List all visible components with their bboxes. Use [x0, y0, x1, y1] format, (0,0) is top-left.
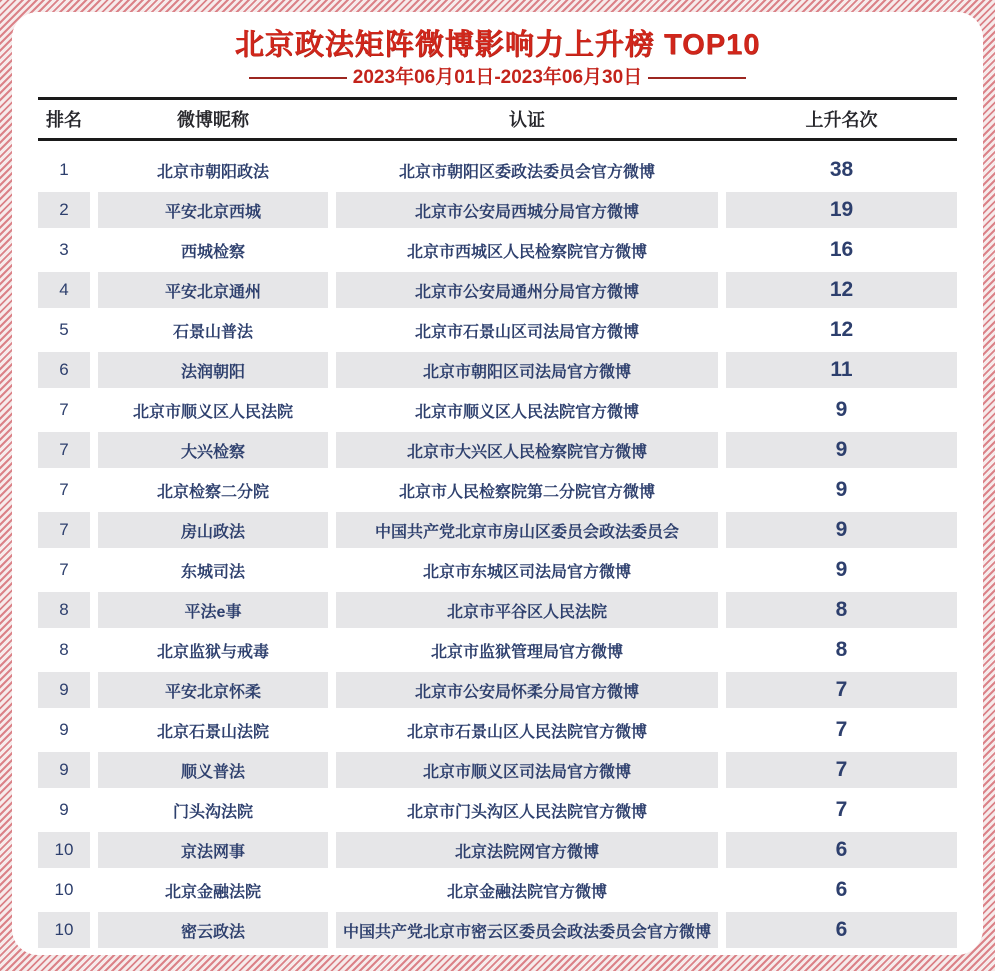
rank-cell: 8 [38, 592, 90, 628]
cert-cell: 北京市公安局西城分局官方微博 [336, 192, 718, 228]
table-row [38, 472, 957, 508]
header-cell-cert: 认证 [509, 110, 545, 130]
cert-cell: 中国共产党北京市密云区委员会政法委员会官方微博 [336, 912, 718, 948]
rise-cell: 9 [726, 512, 957, 548]
cert-cell: 北京市东城区司法局官方微博 [422, 563, 631, 581]
date-rule-right [648, 77, 746, 79]
rise-cell: 16 [829, 238, 854, 261]
cert-cell: 北京市监狱管理局官方微博 [430, 643, 623, 661]
rise-cell: 12 [829, 318, 854, 341]
nickname-cell: 北京检察二分院 [156, 483, 269, 501]
header-cell-rank: 排名 [46, 110, 82, 130]
rank-cell: 7 [59, 400, 69, 419]
table-row [38, 152, 957, 188]
table-row [38, 512, 957, 548]
rank-cell: 10 [38, 832, 90, 868]
date-range-row [12, 67, 983, 89]
rise-cell: 9 [726, 432, 957, 468]
table-row [38, 232, 957, 268]
cert-cell: 北京市顺义区司法局官方微博 [336, 752, 718, 788]
rank-cell: 7 [59, 480, 69, 499]
nickname-cell: 密云政法 [98, 912, 328, 948]
page-title: 北京政法矩阵微博影响力上升榜 TOP10 [234, 29, 761, 61]
rise-cell: 8 [726, 592, 957, 628]
cert-cell: 北京市大兴区人民检察院官方微博 [336, 432, 718, 468]
cert-cell: 北京市西城区人民检察院官方微博 [406, 243, 647, 261]
rise-cell: 12 [726, 272, 957, 308]
nickname-cell: 东城司法 [180, 563, 245, 581]
table-row [38, 872, 957, 908]
cert-cell: 北京市门头沟区人民法院官方微博 [406, 803, 647, 821]
rise-cell: 8 [835, 638, 848, 661]
cert-cell: 北京市石景山区人民法院官方微博 [406, 723, 647, 741]
date-range: 2023年06月01日-2023年06月30日 [352, 67, 643, 88]
nickname-cell: 石景山普法 [172, 323, 253, 341]
cert-cell: 北京法院网官方微博 [336, 832, 718, 868]
rise-cell: 9 [835, 558, 848, 581]
table-row [38, 352, 957, 388]
table-row [38, 912, 957, 948]
rank-cell: 9 [38, 752, 90, 788]
rise-cell: 7 [726, 752, 957, 788]
table-row [38, 632, 957, 668]
cert-cell: 中国共产党北京市房山区委员会政法委员会 [336, 512, 718, 548]
rise-cell: 6 [835, 878, 848, 901]
nickname-cell: 西城检察 [180, 243, 245, 261]
cert-cell: 北京金融法院官方微博 [446, 883, 607, 901]
nickname-cell: 顺义普法 [98, 752, 328, 788]
rank-cell: 9 [38, 672, 90, 708]
rank-cell: 7 [38, 512, 90, 548]
rise-cell: 9 [835, 478, 848, 501]
rank-cell: 8 [59, 640, 69, 659]
rise-cell: 7 [835, 798, 848, 821]
nickname-cell: 北京石景山法院 [156, 723, 269, 741]
table-row [38, 192, 957, 228]
rank-cell: 10 [54, 880, 74, 899]
table-row [38, 792, 957, 828]
table-row [38, 712, 957, 748]
table-row [38, 752, 957, 788]
content-panel [12, 12, 983, 955]
nickname-cell: 门头沟法院 [172, 803, 253, 821]
rank-cell: 9 [59, 720, 69, 739]
ranking-table [38, 97, 957, 948]
nickname-cell: 平安北京怀柔 [98, 672, 328, 708]
table-row [38, 592, 957, 628]
nickname-cell: 北京金融法院 [164, 883, 261, 901]
table-body [38, 152, 957, 948]
rise-cell: 38 [829, 158, 854, 181]
rank-cell: 3 [59, 240, 69, 259]
cert-cell: 北京市公安局怀柔分局官方微博 [336, 672, 718, 708]
nickname-cell: 平安北京通州 [98, 272, 328, 308]
rise-cell: 7 [726, 672, 957, 708]
table-row [38, 672, 957, 708]
nickname-cell: 大兴检察 [98, 432, 328, 468]
cert-cell: 北京市人民检察院第二分院官方微博 [398, 483, 655, 501]
rank-cell: 10 [38, 912, 90, 948]
cert-cell: 北京市朝阳区司法局官方微博 [336, 352, 718, 388]
table-header [38, 97, 957, 141]
rise-cell: 9 [835, 398, 848, 421]
cert-cell: 北京市平谷区人民法院 [336, 592, 718, 628]
rank-cell: 7 [38, 432, 90, 468]
header-cell-rise: 上升名次 [805, 110, 878, 130]
nickname-cell: 平安北京西城 [98, 192, 328, 228]
nickname-cell: 北京市顺义区人民法院 [132, 403, 293, 421]
table-row [38, 392, 957, 428]
cert-cell: 北京市公安局通州分局官方微博 [336, 272, 718, 308]
nickname-cell: 北京监狱与戒毒 [156, 643, 269, 661]
cert-cell: 北京市顺义区人民法院官方微博 [414, 403, 639, 421]
table-row [38, 272, 957, 308]
nickname-cell: 房山政法 [98, 512, 328, 548]
nickname-cell: 法润朝阳 [98, 352, 328, 388]
nickname-cell: 北京市朝阳政法 [156, 163, 269, 181]
rise-cell: 6 [726, 912, 957, 948]
rank-cell: 2 [38, 192, 90, 228]
header-cell-nickname: 微博昵称 [177, 110, 249, 130]
rank-cell: 7 [59, 560, 69, 579]
rise-cell: 7 [835, 718, 848, 741]
rise-cell: 6 [726, 832, 957, 868]
rank-cell: 1 [59, 160, 69, 179]
rise-cell: 11 [726, 352, 957, 388]
rank-cell: 4 [38, 272, 90, 308]
table-row [38, 432, 957, 468]
table-row [38, 312, 957, 348]
rank-cell: 9 [59, 800, 69, 819]
date-rule-left [249, 77, 347, 79]
table-row [38, 552, 957, 588]
rise-cell: 19 [726, 192, 957, 228]
table-row [38, 832, 957, 868]
nickname-cell: 平法e事 [98, 592, 328, 628]
rank-cell: 5 [59, 320, 69, 339]
cert-cell: 北京市朝阳区委政法委员会官方微博 [398, 163, 655, 181]
rank-cell: 6 [38, 352, 90, 388]
cert-cell: 北京市石景山区司法局官方微博 [414, 323, 639, 341]
nickname-cell: 京法网事 [98, 832, 328, 868]
